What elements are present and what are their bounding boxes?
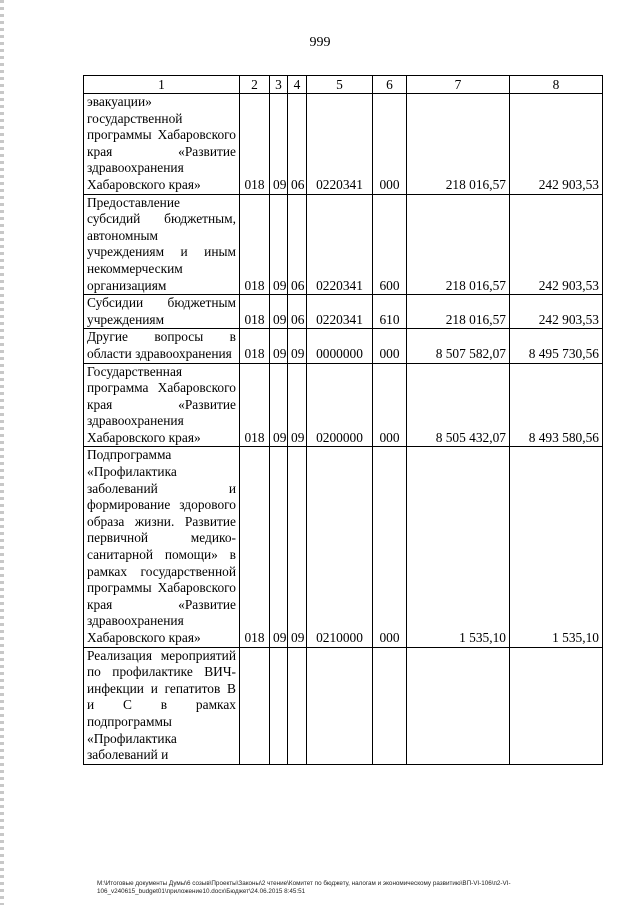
column-header: 2: [240, 76, 270, 94]
subsection-code: 09: [288, 329, 307, 363]
target-article-code: 0210000: [307, 447, 373, 647]
item-name: эвакуации» государственной программы Хабаровского края «Развитие здравоохранения Хабаровского края»: [84, 94, 240, 195]
section-code: 09: [270, 94, 288, 195]
table-row: [84, 363, 603, 447]
expense-type-code: 000: [373, 329, 407, 363]
amount-col8: 8 495 730,56: [510, 329, 603, 363]
table-row: [84, 194, 603, 295]
subsection-code: [288, 647, 307, 764]
target-article-code: 0220341: [307, 94, 373, 195]
amount-col8: [510, 647, 603, 764]
table-row: [84, 329, 603, 363]
amount-col8: 8 493 580,56: [510, 363, 603, 447]
ministry-code: 018: [240, 447, 270, 647]
amount-col8: 242 903,53: [510, 295, 603, 329]
amount-col7: 8 507 582,07: [407, 329, 510, 363]
table-row: [84, 647, 603, 764]
expense-type-code: 000: [373, 94, 407, 195]
column-header: 3: [270, 76, 288, 94]
column-header: 6: [373, 76, 407, 94]
section-code: 09: [270, 329, 288, 363]
ministry-code: 018: [240, 94, 270, 195]
ministry-code: [240, 647, 270, 764]
target-article-code: 0000000: [307, 329, 373, 363]
section-code: 09: [270, 194, 288, 295]
section-code: 09: [270, 363, 288, 447]
amount-col7: 218 016,57: [407, 94, 510, 195]
amount-col8: 242 903,53: [510, 194, 603, 295]
amount-col8: 1 535,10: [510, 447, 603, 647]
expense-type-code: [373, 647, 407, 764]
column-header: 7: [407, 76, 510, 94]
item-name: Предоставление субсидий бюджетным, автономным учреждениям и иным некоммерческим организациям: [84, 194, 240, 295]
amount-col7: [407, 647, 510, 764]
section-code: [270, 647, 288, 764]
ministry-code: 018: [240, 194, 270, 295]
expense-type-code: 600: [373, 194, 407, 295]
column-header: 5: [307, 76, 373, 94]
amount-col7: 8 505 432,07: [407, 363, 510, 447]
column-header: 4: [288, 76, 307, 94]
target-article-code: 0220341: [307, 295, 373, 329]
section-code: 09: [270, 295, 288, 329]
amount-col7: 218 016,57: [407, 194, 510, 295]
ministry-code: 018: [240, 329, 270, 363]
subsection-code: 06: [288, 295, 307, 329]
header-row: [84, 76, 603, 94]
amount-col7: 1 535,10: [407, 447, 510, 647]
amount-col8: 242 903,53: [510, 94, 603, 195]
target-article-code: [307, 647, 373, 764]
budget-table: [83, 75, 603, 765]
ministry-code: 018: [240, 295, 270, 329]
item-name: Государственная программа Хабаровского края «Развитие здравоохранения Хабаровского края»: [84, 363, 240, 447]
ministry-code: 018: [240, 363, 270, 447]
item-name: Реализация мероприятий по профилактике ВИЧ-инфекции и гепатитов В и С в рамках подпрограммы «Профилактика заболеваний и: [84, 647, 240, 764]
item-name: Другие вопросы в области здравоохранения: [84, 329, 240, 363]
amount-col7: 218 016,57: [407, 295, 510, 329]
subsection-code: 06: [288, 94, 307, 195]
table-row: [84, 295, 603, 329]
table-row: [84, 94, 603, 195]
column-header: 1: [84, 76, 240, 94]
expense-type-code: 000: [373, 447, 407, 647]
table-row: [84, 447, 603, 647]
section-code: 09: [270, 447, 288, 647]
file-path-footer: M:\Итоговые документы Думы\6 созыв\Проекты\Законы\2 чтение\Комитет по бюджету, налогам и экономическому развитию\ВП-VI-106\п2-VI-106_v240615_budget01\приложение10.docx\Бюджет\24.06.2015 8:45:51: [97, 880, 511, 895]
item-name: Подпрограмма «Профилактика заболеваний и формирование здорового образа жизни. Развитие первичной медико-санитарной помощи» в рамках государственной программы Хабаровского края «Развитие здравоохранения Хабаровского края»: [84, 447, 240, 647]
target-article-code: 0220341: [307, 194, 373, 295]
scan-edge: [0, 0, 4, 905]
expense-type-code: 610: [373, 295, 407, 329]
expense-type-code: 000: [373, 363, 407, 447]
item-name: Субсидии бюджетным учреждениям: [84, 295, 240, 329]
subsection-code: 09: [288, 363, 307, 447]
subsection-code: 09: [288, 447, 307, 647]
page-number: 999: [309, 35, 331, 50]
column-header: 8: [510, 76, 603, 94]
target-article-code: 0200000: [307, 363, 373, 447]
subsection-code: 06: [288, 194, 307, 295]
